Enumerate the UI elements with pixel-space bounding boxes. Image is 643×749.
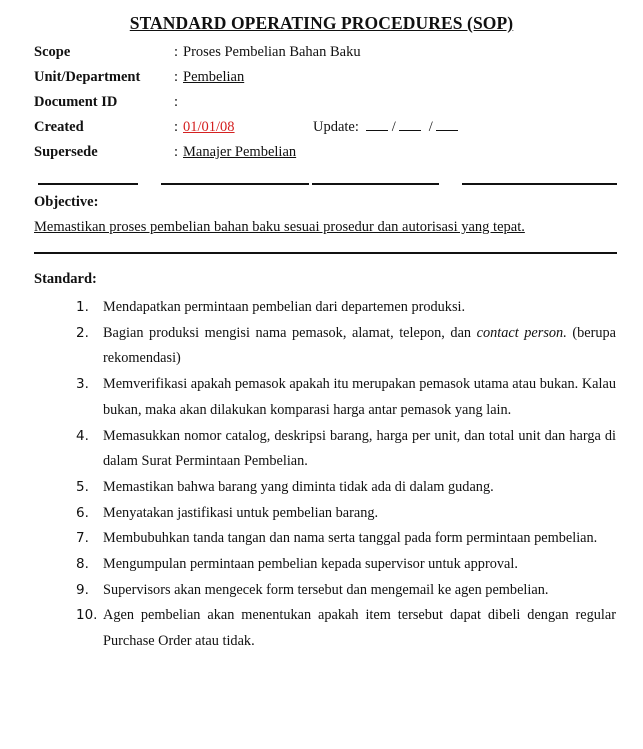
update-field: Update: / / bbox=[313, 115, 458, 140]
update-label: Update: bbox=[313, 119, 359, 135]
unit-value: Pembelian bbox=[183, 69, 245, 85]
supersede-label: Supersede bbox=[34, 144, 98, 160]
item-text: Menyatakan jastifikasi untuk pembelian barang. bbox=[103, 504, 379, 521]
meta-row-docid bbox=[34, 90, 624, 115]
list-item bbox=[0, 552, 643, 578]
colon: : bbox=[174, 119, 179, 135]
section-divider-broken bbox=[34, 183, 617, 185]
item-text: Mengumpulan permintaan pembelian kepada supervisor untuk approval. bbox=[103, 556, 518, 573]
item-text: Supervisors akan mengecek form tersebut dan mengemail ke agen pembelian. bbox=[103, 581, 549, 598]
supersede-value: Manajer Pembelian bbox=[183, 144, 297, 160]
item-number: 4. bbox=[76, 427, 89, 444]
objective-heading: Objective: bbox=[34, 194, 99, 210]
section-divider bbox=[34, 252, 617, 254]
objective-text: Memastikan proses pembelian bahan baku sesuai prosedur dan autorisasi yang tepat. bbox=[34, 219, 525, 235]
unit-label: Unit/Department bbox=[34, 69, 141, 85]
item-number: 8. bbox=[76, 556, 89, 573]
standard-heading: Standard: bbox=[34, 271, 97, 287]
item-text: Mendapatkan permintaan pembelian dari departemen produksi. bbox=[103, 299, 466, 315]
list-item bbox=[0, 526, 643, 552]
list-item bbox=[0, 603, 643, 654]
item-number: 2. bbox=[76, 324, 89, 341]
colon: : bbox=[174, 144, 179, 160]
item-text-part: Bagian produksi mengisi nama pemasok, alamat, telepon, dan bbox=[103, 324, 477, 341]
meta-row-created bbox=[34, 115, 624, 140]
colon: : bbox=[174, 44, 179, 60]
colon: : bbox=[174, 94, 179, 110]
docid-label: Document ID bbox=[34, 94, 118, 110]
list-item bbox=[0, 578, 643, 604]
metadata-table bbox=[34, 40, 624, 165]
created-value: 01/01/08 bbox=[183, 119, 235, 135]
item-number: 7. bbox=[76, 530, 89, 547]
item-text: Membubuhkan tanda tangan dan nama serta tanggal pada form permintaan pembelian. bbox=[103, 530, 598, 547]
document-title: STANDARD OPERATING PROCEDURES (SOP) bbox=[129, 13, 514, 33]
update-month-blank bbox=[399, 118, 421, 131]
update-day-blank bbox=[366, 118, 388, 131]
item-number: 10. bbox=[76, 607, 98, 624]
item-number: 1. bbox=[76, 299, 89, 315]
item-text bbox=[103, 321, 616, 372]
meta-row-scope bbox=[34, 40, 624, 65]
list-item bbox=[0, 372, 643, 423]
list-item bbox=[0, 321, 643, 372]
item-text-part: (berupa rekomendasi) bbox=[103, 324, 617, 367]
meta-row-supersede bbox=[34, 140, 624, 165]
colon: : bbox=[174, 69, 179, 85]
update-year-blank bbox=[436, 118, 458, 131]
created-label: Created bbox=[34, 119, 84, 135]
list-item bbox=[0, 501, 643, 527]
item-number: 9. bbox=[76, 581, 89, 598]
list-item bbox=[0, 424, 643, 475]
item-number: 3. bbox=[76, 376, 89, 393]
item-text: Memverifikasi apakah pemasok apakah itu merupakan pemasok utama atau bukan. Kalau bukan, maka akan dilakukan komparasi harga antar pemasok yang lain. bbox=[103, 376, 616, 418]
item-text: Memastikan bahwa barang yang diminta tidak ada di dalam gudang. bbox=[103, 478, 494, 495]
scope-label: Scope bbox=[34, 44, 71, 60]
scope-value: Proses Pembelian Bahan Baku bbox=[183, 44, 361, 60]
list-item bbox=[0, 475, 643, 501]
item-text: Agen pembelian akan menentukan apakah item tersebut dapat dibeli dengan regular Purchase Order atau tidak. bbox=[103, 607, 616, 650]
item-number: 5. bbox=[76, 478, 89, 495]
item-text: Memasukkan nomor catalog, deskripsi barang, harga per unit, dan total unit dan harga di dalam Surat Permintaan Pembelian. bbox=[103, 427, 616, 470]
list-item bbox=[0, 295, 643, 321]
item-number: 6. bbox=[76, 504, 89, 521]
item-text-italic: contact person. bbox=[476, 324, 567, 341]
meta-row-unit bbox=[34, 65, 624, 90]
standard-list bbox=[0, 295, 643, 655]
